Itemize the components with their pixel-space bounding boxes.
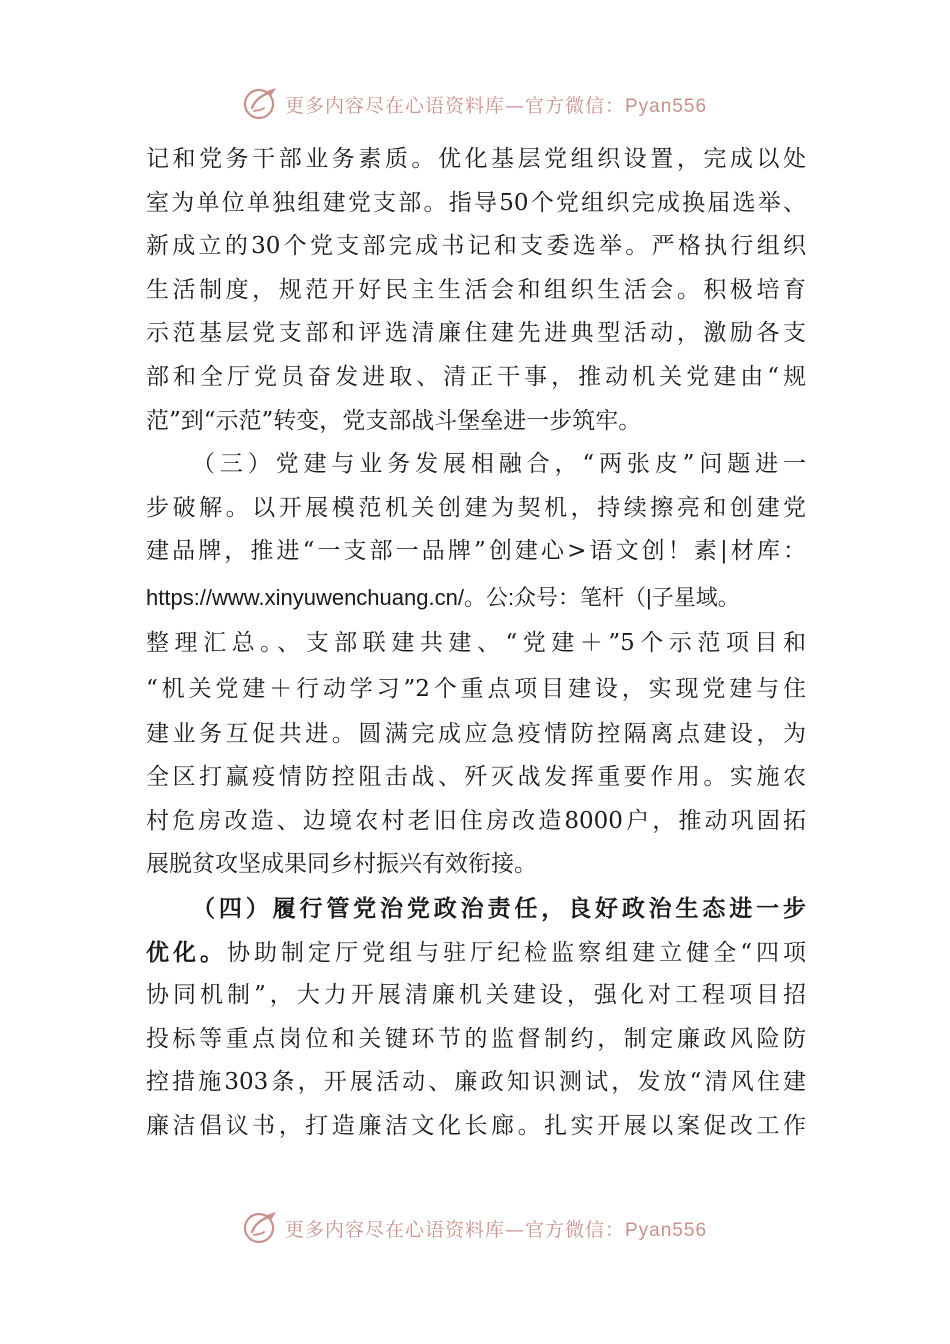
text-line: 新成立的30个党支部完成书记和支委选举。严格执行组织 — [146, 233, 806, 260]
text-line: 投标等重点岗位和关键环节的监督制约，制定廉政风险防 — [146, 1025, 806, 1052]
text-line: 部和全厅党员奋发进取、清正干事，推动机关党建由“规 — [146, 363, 806, 390]
header-watermark-label: 更多内容尽在心语资料库—官方微信： — [284, 94, 625, 117]
text-line: （三）党建与业务发展相融合，“两张皮”问题进一 — [192, 451, 806, 478]
section-heading-line: （四）履行管党治党政治责任，良好政治生态进一步 — [192, 894, 806, 922]
header-watermark-text — [285, 91, 707, 118]
footer-watermark-inner — [243, 1210, 707, 1246]
text-line: 示范基层党支部和评选清廉住建先进典型活动，激励各支 — [146, 320, 806, 347]
text-line: 建业务互促共进。圆满完成应急疫情防控隔离点建设，为 — [146, 720, 806, 747]
document-body — [146, 138, 806, 1148]
text-line: 展脱贫攻坚成果同乡村振兴有效衔接。 — [146, 851, 537, 878]
text-line: 协同机制”，大力开展清廉机关建设，强化对工程项目招 — [146, 982, 806, 1009]
text-line: 室为单位单独组建党支部。指导50个党组织完成换届选举、 — [146, 189, 806, 216]
section-heading-tail: 优化。 — [146, 938, 228, 966]
text-line: 记和党务干部业务素质。优化基层党组织设置，完成以处 — [146, 146, 806, 172]
footer-watermark-banner — [0, 1206, 950, 1250]
paragraph-3 — [146, 887, 806, 1149]
text-line: 生活制度，规范开好民主生活会和组织生活会。积极培育 — [146, 276, 806, 303]
text-line: 廉洁倡议书，打造廉洁文化长廊。扎实开展以案促改工作 — [146, 1112, 806, 1139]
text-line: 范”到“示范”转变，党支部战斗堡垒进一步筑牢。 — [146, 407, 642, 434]
text-line: 建品牌，推进“一支部一品牌”创建心>语文创！素|材库： — [146, 538, 806, 565]
footer-watermark-wechat-id: Pyan556 — [625, 1219, 708, 1241]
paragraph-2 — [146, 443, 806, 887]
text-line: 全区打赢疫情防控阻击战、歼灭战发挥重要作用。实施农 — [146, 764, 806, 791]
footer-watermark-text — [285, 1215, 707, 1242]
text-line-mixed — [146, 931, 806, 975]
header-watermark-banner — [0, 82, 950, 126]
text-line-rest: 协助制定厅党组与驻厅纪检监察组建立健全“四项 — [227, 939, 806, 966]
header-watermark-wechat-id: Pyan556 — [625, 95, 708, 117]
text-line: 控措施303条，开展活动、廉政知识测试，发放“清风住建 — [146, 1069, 806, 1096]
pen-logo-icon — [243, 86, 279, 122]
text-line: 整理汇总。、支部联建共建、“党建＋”5个示范项目和 — [146, 629, 806, 656]
pen-logo-icon — [243, 1210, 279, 1246]
text-line: 步破解。以开展模范机关创建为契机，持续擦亮和创建党 — [146, 494, 806, 521]
text-line-url: https://www.xinyuwenchuang.cn/。公:众号：笔杆（|子星域。 — [146, 584, 740, 610]
text-line: 村危房改造、边境农村老旧住房改造8000户，推动巩固拓 — [146, 807, 806, 834]
header-watermark-inner — [243, 86, 707, 122]
paragraph-1 — [146, 138, 806, 443]
text-line: “机关党建＋行动学习”2个重点项目建设，实现党建与住 — [146, 675, 806, 702]
footer-watermark-label: 更多内容尽在心语资料库—官方微信： — [284, 1218, 625, 1241]
